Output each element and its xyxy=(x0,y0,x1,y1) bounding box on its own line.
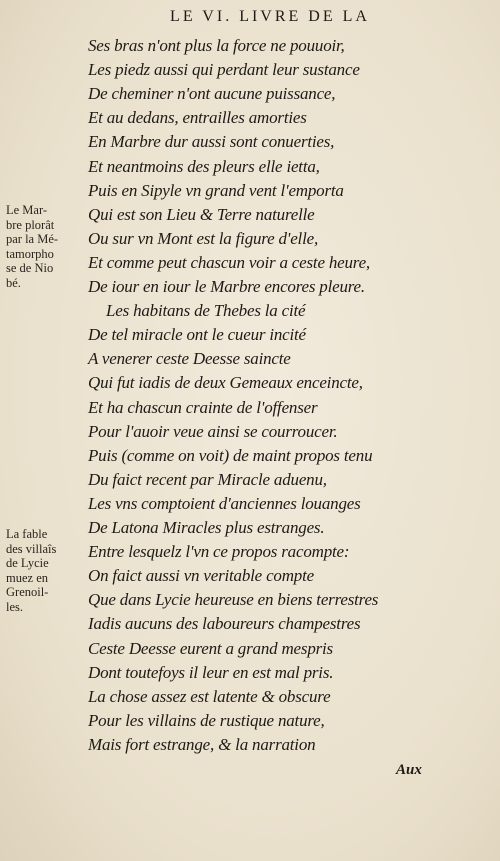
verse-line: Et au dedans, entrailles amorties xyxy=(88,108,307,128)
running-header: LE VI. LIVRE DE LA xyxy=(170,8,370,25)
margin-note-line: tamorpho xyxy=(6,246,54,261)
verse-line: Ses bras n'ont plus la force ne pouuoir, xyxy=(88,36,345,55)
verse-line: Dont toutefoys il leur en est mal pris. xyxy=(88,662,334,682)
verse-line: Pour l'auoir veue ainsi se courroucer. xyxy=(88,421,338,441)
catchword: Aux xyxy=(396,762,422,778)
verse-line: En Marbre dur aussi sont conuerties, xyxy=(88,132,335,152)
margin-note-fable xyxy=(6,527,56,614)
verse-line: Les vns comptoient d'anciennes louanges xyxy=(88,493,361,513)
margin-note-line: de Lycie xyxy=(6,556,49,570)
verse-line: Les piedz aussi qui perdant leur sustance xyxy=(88,60,360,80)
verse-line: Puis (comme on voit) de maint propos tenu xyxy=(88,445,373,465)
margin-note-line: se de Nio xyxy=(6,261,54,275)
verse-line: A venerer ceste Deesse saincte xyxy=(88,349,291,369)
verse-line: Du faict recent par Miracle aduenu, xyxy=(88,469,327,489)
verse-line: Et neantmoins des pleurs elle ietta, xyxy=(88,156,320,176)
verse-line: Puis en Sipyle vn grand vent l'emporta xyxy=(88,180,344,200)
margin-note-line: des villaîs xyxy=(6,541,57,556)
margin-note-line: Grenoil- xyxy=(6,585,49,599)
verse-line: Pour les villains de rustique nature, xyxy=(88,710,325,730)
verse-line: De tel miracle ont le cueur incité xyxy=(88,325,306,345)
margin-note-line: La fable xyxy=(6,527,48,541)
verse-line: Ou sur vn Mont est la figure d'elle, xyxy=(88,228,318,248)
verse-line: Ceste Deesse eurent a grand mespris xyxy=(88,638,333,658)
margin-note-line: par la Mé- xyxy=(6,232,59,246)
verse-line: De Latona Miracles plus estranges. xyxy=(88,518,325,537)
verse-line: Mais fort estrange, & la narration xyxy=(88,734,316,754)
verse-line: Iadis aucuns des laboureurs champestres xyxy=(88,614,361,634)
verse-line: Les habitans de Thebes la cité xyxy=(106,301,306,321)
margin-note-line: bre plorât xyxy=(6,217,55,232)
margin-note-line: les. xyxy=(6,599,24,614)
verse-line: La chose assez est latente & obscure xyxy=(88,686,331,706)
verse-line: Qui est son Lieu & Terre naturelle xyxy=(88,204,315,224)
verse-line: Que dans Lycie heureuse en biens terrestres xyxy=(88,590,379,610)
verse-line: On faict aussi vn veritable compte xyxy=(88,566,314,586)
margin-note-line: muez en xyxy=(6,570,48,585)
margin-note-marbre xyxy=(6,203,58,290)
margin-note-line: Le Mar- xyxy=(6,203,48,217)
verse-line: Qui fut iadis de deux Gemeaux enceincte, xyxy=(88,373,363,393)
verse-line: Et comme peut chascun voir a ceste heure, xyxy=(88,252,370,272)
verse-line: Et ha chascun crainte de l'offenser xyxy=(88,397,318,417)
verse-line: De iour en iour le Marbre encores pleure. xyxy=(88,277,365,296)
verse-line: Entre lesquelz l'vn ce propos racompte: xyxy=(88,542,350,562)
margin-note-line: bé. xyxy=(6,275,21,290)
verse-line: De cheminer n'ont aucune puissance, xyxy=(88,84,336,104)
